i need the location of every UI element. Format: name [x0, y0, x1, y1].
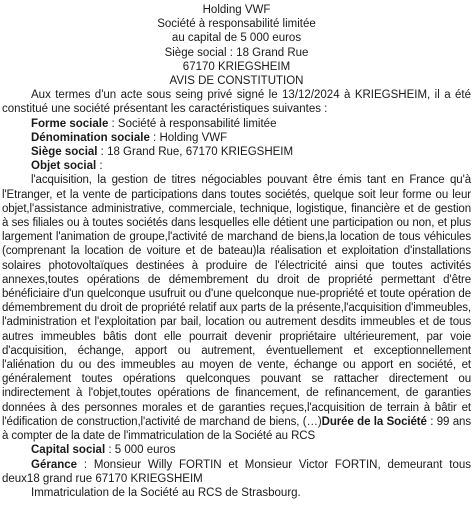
field-denomination — [2, 131, 471, 145]
field-label: Capital social — [31, 444, 106, 457]
company-name: Holding VWF — [202, 4, 271, 16]
field-label: Gérance — [31, 458, 78, 471]
immatriculation-line: Immatriculation de la Société au RCS de Strasbourg. — [31, 486, 301, 499]
field-label: Forme sociale — [31, 117, 109, 130]
notice-header — [2, 3, 471, 88]
field-value-duree: : 99 ans à compter de la date de l'immatriculation de la Société au RCS — [2, 415, 472, 443]
field-value: : Holding VWF — [149, 131, 228, 144]
field-gerance — [2, 458, 471, 486]
company-capital: au capital de 5 000 euros — [171, 32, 302, 45]
field-objet-social — [2, 159, 471, 173]
field-label: Dénomination sociale — [31, 131, 150, 144]
notice-title: AVIS DE CONSTITUTION — [169, 75, 304, 88]
intro-paragraph: Aux termes d'un acte sous seing privé signé le 13/12/2024 à KRIEGSHEIM, il a été constitué une société présentant les caractéristiques suivantes : — [2, 89, 471, 116]
field-label: Siège social — [31, 146, 98, 159]
field-siege-social — [2, 145, 471, 159]
field-capital-social — [2, 443, 471, 457]
company-city: 67170 KRIEGSHEIM — [182, 60, 291, 73]
field-label: Objet social — [31, 160, 97, 173]
field-forme-sociale — [2, 117, 471, 131]
company-form: Société à responsabilité limitée — [157, 18, 316, 31]
field-value: : — [96, 160, 103, 173]
field-label-duree: Durée de la Société — [321, 415, 427, 428]
field-value: : Société à responsabilité limitée — [108, 117, 277, 130]
objet-social-text: l'acquisition, la gestion de titres négociables pouvant être émis tant en France qu'à l'Etranger, et la vente de participations dans toutes sociétés, quelque soit leur forme ou leur objet,l'assistance administrative, commerciale, technique, logistique, financière et de gestion à ses filiales ou à toutes sociétés dans lesquelles elle détient une participation ou non, et plus largement l'animation de groupe,l'activité de marchand de biens,la location de tous véhicules (comprenant la location de voiture et de bateau)la réalisation et exploitation d'installations solaires photovoltaïques destinées à produire de l'électricité ainsi que toutes activités annexes,toutes opérations de démembrement du droit de propriété permettant d'être bénéficiaire d'un quelconque usufruit ou d'une quelconque nue-propriété et toute opération de démembrement du droit de propriété relatif aux parts de la présente,l'acquisition d'immeubles, l'administration et l'exploitation par bail, location ou autrement desdits immeubles et de tous autres immeubles bâtis dont elle pourrait devenir propriétaire ultérieurement, par voie d'acquisition, échange, apport ou autrement, éventuellement et exceptionnellement l'aliénation du ou des immeubles au moyen de vente, échange ou apport en société, et généralement toutes opérations quelconques pouvant se rattacher directement ou indirectement à l'objet,toutes opérations de financement, de refinancement, de garanties données à des personnes morales et de garanties reçues,l'acquisition de terrain à bâtir et l'édification de construction,l'activité de marchand de biens, (…) — [2, 174, 471, 428]
company-seat: Siège social : 18 Grand Rue — [164, 46, 309, 59]
field-value: : 18 Grand Rue, 67170 KRIEGSHEIM — [97, 146, 294, 159]
field-value: : Monsieur Willy FORTIN et Monsieur Victor FORTIN, demeurant tous deux18 grand rue 67170 KRIEGSHEIM — [2, 458, 471, 485]
objet-social-paragraph — [2, 173, 471, 443]
field-value: : 5 000 euros — [105, 444, 176, 457]
